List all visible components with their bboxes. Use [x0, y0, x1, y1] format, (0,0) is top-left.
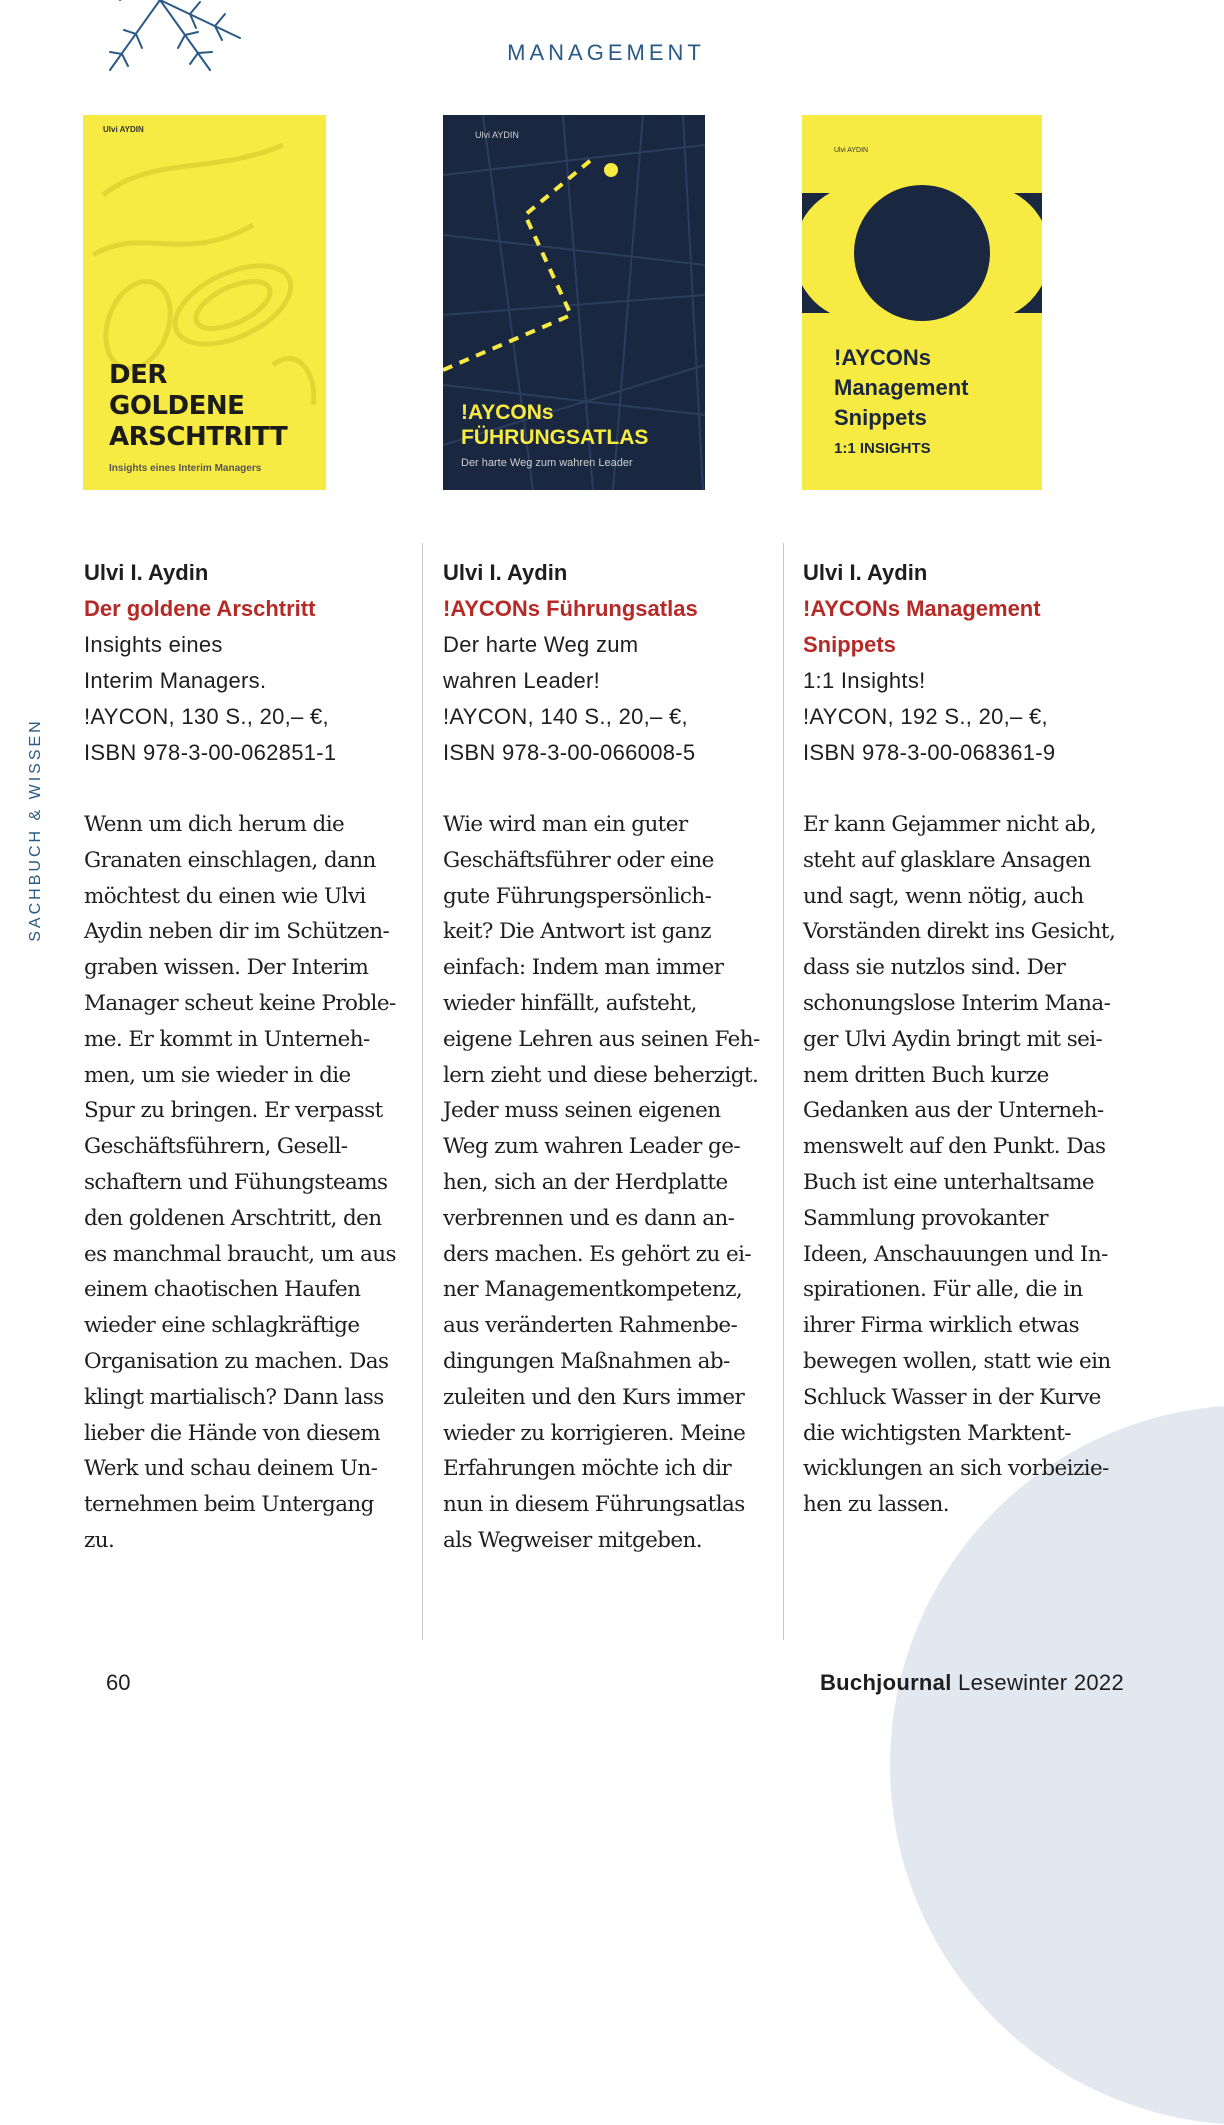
book-meta: Insights eines Interim Managers. !AYCON, 130 S., 20,– €, ISBN 978-3-00-062851-1	[84, 632, 337, 765]
book-author: Ulvi I. Aydin	[803, 560, 928, 585]
book-meta: 1:1 Insights! !AYCON, 192 S., 20,– €, ISBN 978-3-00-068361-9	[803, 668, 1056, 765]
book-title: Der goldene Arschtritt	[84, 596, 316, 621]
cover-author: Ulvi AYDIN	[475, 130, 519, 140]
cover-author: Ulvi AYDIN	[834, 147, 869, 154]
book-description: Wie wird man ein guter Geschäftsführer oder eine gute Führungspersönlich- keit? Die Antwort ist ganz einfach: Indem man immer wieder hinfällt, aufsteht, eigene Lehren aus seinen Feh- lern zieht und diese beherzigt. Jeder muss seinen eigenen Weg zum wahren Leader ge- hen, sich an der Herdplatte verbrennen und es dann an- ders machen. Es gehört zu ei- ner Managementkompetenz, aus veränderten Rahmenbe- dingungen Maßnahmen ab- zuleiten und den Kurs immer wieder zu korrigieren. Meine Erfahrungen möchte ich dir nun in diesem Führungsatlas als Wegweiser mitgeben.	[443, 812, 760, 1553]
cover-circles-illustration	[802, 115, 1042, 490]
cover-author: Ulvi AYDIN	[103, 125, 144, 134]
book-column	[84, 555, 419, 1559]
book-title: !AYCONs Führungsatlas	[443, 596, 698, 621]
cover-title: !AYCONs Management Snippets	[834, 345, 969, 430]
book-description: Wenn um dich herum die Granaten einschlagen, dann möchtest du einen wie Ulvi Aydin neben dir im Schützen- graben wissen. Der Interim Manager scheut keine Proble- me. Er kommt in Unterneh- men, um sie wieder in die Spur zu bringen. Er verpasst Geschäftsführern, Gesell- schaftern und Fühungsteams den goldenen Arschtritt, den es manchmal braucht, um aus einem chaotischen Haufen wieder eine schlagkräftige Organisation zu machen. Das klingt martialisch? Dann lass lieber die Hände von diesem Werk und schau deinem Un- ternehmen beim Untergang zu.	[84, 812, 396, 1553]
side-category-label: SACHBUCH & WISSEN	[27, 718, 44, 942]
magazine-issue: Lesewinter 2022	[958, 1670, 1124, 1695]
book-author: Ulvi I. Aydin	[443, 560, 568, 585]
book-description: Er kann Gejammer nicht ab, steht auf glasklare Ansagen und sagt, wenn nötig, auch Vorständen direkt ins Gesicht, dass sie nutzlos sind. Der schonungslose Interim Mana- ger Ulvi Aydin bringt mit sei- nem dritten Buch kurze Gedanken aus der Unterneh- menswelt auf den Punkt. Das Buch ist eine unterhaltsame Sammlung provokanter Ideen, Anschauungen und In- spirationen. Für alle, die in ihrer Firma wirklich etwas bewegen wollen, statt wie ein Schluck Wasser in der Kurve die wichtigsten Marktent- wicklungen an sich vorbeizie- hen zu lassen.	[803, 812, 1116, 1518]
cover-title: DER GOLDENE ARSCHTRITT	[109, 360, 288, 452]
column-divider	[422, 543, 423, 1640]
book-cover-goldener-arschtritt	[83, 115, 326, 490]
section-title: MANAGEMENT	[507, 40, 705, 65]
magazine-footer	[820, 1670, 1124, 1696]
page-number: 60	[106, 1670, 131, 1695]
cover-title: !AYCONs FÜHRUNGSATLAS	[461, 401, 649, 449]
book-cover-fuehrungsatlas	[443, 115, 705, 490]
book-cover-management-snippets	[802, 115, 1042, 490]
column-divider	[783, 543, 784, 1640]
cover-subtitle: 1:1 INSIGHTS	[834, 440, 931, 457]
book-author: Ulvi I. Aydin	[84, 560, 209, 585]
book-column	[443, 555, 778, 1559]
cover-subtitle: Insights eines Interim Managers	[109, 463, 262, 474]
magazine-name: Buchjournal	[819, 1670, 952, 1695]
book-title: !AYCONs Management Snippets	[803, 596, 1041, 657]
cover-subtitle: Der harte Weg zum wahren Leader	[461, 457, 633, 469]
book-column	[803, 555, 1138, 1523]
book-meta: Der harte Weg zum wahren Leader! !AYCON, 140 S., 20,– €, ISBN 978-3-00-066008-5	[443, 632, 696, 765]
